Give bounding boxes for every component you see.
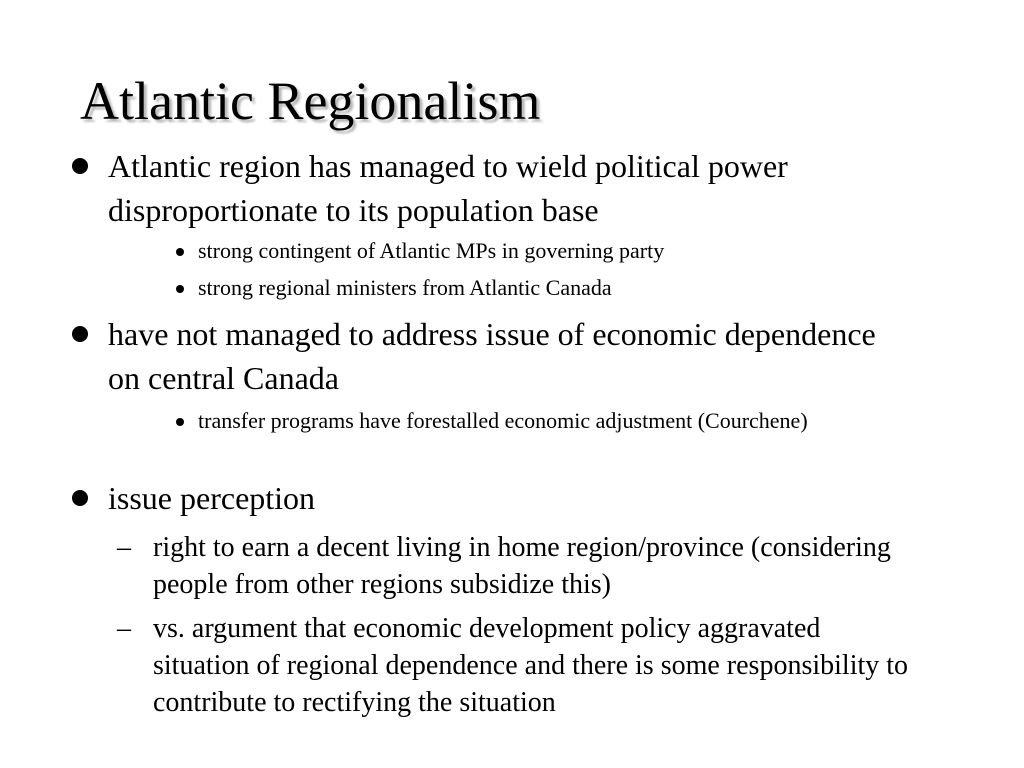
sub-bullet-text: strong regional ministers from Atlantic Canada: [198, 275, 612, 300]
sub-bullet-dot-icon: [176, 418, 184, 426]
bullet-dot-icon: [72, 490, 88, 506]
dash-icon: –: [117, 613, 131, 644]
sub-bullet-dot-icon: [176, 285, 184, 293]
sub-bullet-text: transfer programs have forestalled economic adjustment (Courchene): [198, 408, 808, 433]
slide-title: Atlantic Regionalism: [80, 71, 541, 131]
bullet-text: have not managed to address issue of economic dependence on central Canada: [108, 316, 876, 396]
dash-item-argument: [117, 610, 913, 721]
bullet-political-power: [108, 144, 888, 232]
sub-bullet-mps: [198, 235, 898, 267]
dash-item-text: right to earn a decent living in home region/province (considering people from other regions subsidize this): [153, 532, 891, 600]
bullet-dot-icon: [72, 326, 88, 342]
sub-bullet-dot-icon: [176, 248, 184, 256]
bullet-economic-dependence: [108, 312, 888, 400]
dash-icon: –: [117, 532, 131, 563]
bullet-dot-icon: [72, 158, 88, 174]
dash-item-right-to-earn: [117, 529, 913, 603]
dash-item-text: vs. argument that economic development policy aggravated situation of regional dependence and there is some responsibility to contribute to rectifying the situation: [153, 613, 909, 718]
sub-bullet-transfer-programs: [198, 405, 898, 437]
bullet-text: Atlantic region has managed to wield political power disproportionate to its population base: [108, 148, 788, 228]
bullet-text: issue perception: [108, 480, 316, 516]
sub-bullet-text: strong contingent of Atlantic MPs in governing party: [198, 238, 665, 263]
bullet-issue-perception: [108, 476, 888, 520]
sub-bullet-ministers: [198, 272, 898, 304]
